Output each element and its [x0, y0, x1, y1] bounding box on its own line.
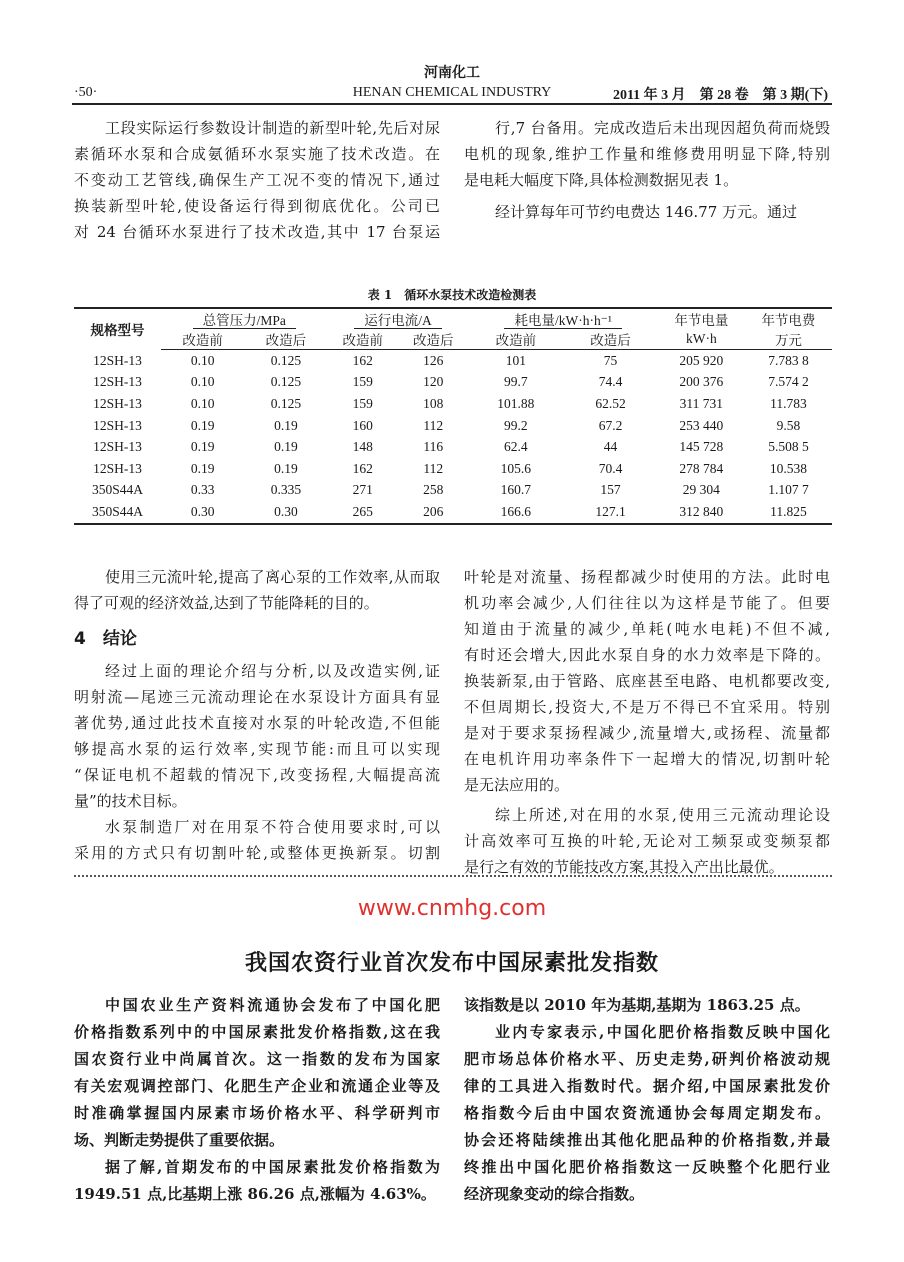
table-row [74, 480, 832, 502]
cell-pressure-after: 0.335 [270, 482, 302, 498]
col-header-before: 改造前 [328, 329, 399, 350]
table-body [74, 350, 832, 524]
paragraph-line: 量”的技术目标。 [74, 792, 187, 810]
table-row [74, 436, 832, 458]
paragraph [74, 115, 440, 245]
paragraph-line: 水泵制造厂对在用泵不符合使用要求时,可以 [105, 818, 440, 836]
cell-current-before: 148 [352, 439, 373, 455]
cell-power-after: 75 [603, 352, 618, 368]
cell-pressure-before: 0.10 [190, 352, 215, 368]
cell-saved-kwh: 205 920 [679, 352, 724, 368]
paragraph-line: 电机的现象,维护工作量和维修费用明显下降,特别 [464, 145, 830, 163]
cell-saved-kwh: 29 304 [682, 482, 720, 498]
cell-current-after: 126 [423, 352, 444, 368]
paragraph-line: 该指数是以 2010 年为基期,基期为 1863.25 点。 [464, 996, 810, 1014]
table-row [74, 350, 832, 372]
cell-model: 12SH-13 [93, 460, 142, 476]
table-row [74, 458, 832, 480]
cell-pressure-before: 0.19 [190, 439, 215, 455]
watermark: www.cnmhg.com [357, 896, 547, 921]
cell-power-before: 99.2 [504, 417, 528, 433]
paragraph-line: 是电耗大幅度下降,具体检测数据见表 1。 [464, 171, 739, 189]
cell-power-after: 67.2 [598, 417, 623, 433]
paragraph-line: 使用三元流叶轮,提高了离心泵的工作效率,从而取 [105, 568, 440, 586]
paragraph-line: 格指数今后由中国农资流通协会每周定期发布。 [464, 1104, 830, 1122]
paragraph-line: 够提高水泵的运行效率,实现节能:而且可以实现 [74, 740, 440, 758]
cell-saved-kwh: 311 731 [679, 395, 724, 411]
cell-pressure-after: 0.19 [274, 439, 298, 455]
table-caption: 表 1 循环水泵技术改造检测表 [367, 288, 537, 302]
cell-current-after: 112 [423, 460, 444, 476]
paragraph-line: 国农资行业中尚属首次。这一指数的发布为国家 [74, 1050, 440, 1068]
cell-saved-kwh: 253 440 [679, 417, 724, 433]
col-header-saved-kwh: 年节电量 [674, 313, 729, 328]
cell-saved-kwh: 200 376 [679, 374, 724, 390]
paragraph-line: 计高效率可互换的叶轮,无论对工频泵或变频泵都 [464, 832, 830, 850]
cell-model: 350S44A [92, 482, 144, 498]
paragraph [464, 1019, 830, 1208]
paragraph-line: 换装新型叶轮,使设备运行得到彻底优化。公司已 [74, 197, 440, 215]
cell-power-before: 105.6 [500, 460, 532, 476]
paragraph [464, 802, 830, 880]
cell-saved-cost: 7.574 2 [768, 374, 809, 390]
col-header-after: 改造后 [563, 329, 658, 350]
paragraph-line: 经过上面的理论介绍与分析,以及改造实例,证 [105, 662, 440, 680]
paragraph-line: 场、判断走势提供了重要依据。 [74, 1131, 285, 1149]
cell-pressure-before: 0.30 [161, 501, 244, 524]
paragraph-line: 不变动工艺管线,确保生产工况不变的情况下,通过 [74, 171, 440, 189]
col-group-pressure: 总管压力/MPa [161, 308, 327, 329]
paragraph [74, 992, 440, 1154]
cell-power-before: 101 [505, 352, 526, 368]
paragraph-line: 综上所述,对在用的水泵,使用三元流动理论设 [495, 806, 830, 824]
cell-pressure-before: 0.33 [190, 482, 215, 498]
cell-current-after: 258 [423, 482, 444, 498]
paragraph-line: “保证电机不超载的情况下,改变扬程,大幅提高流 [74, 766, 440, 784]
paragraph-line: 是无法应用的。 [464, 776, 570, 794]
cell-model: 12SH-13 [93, 439, 142, 455]
cell-power-after: 70.4 [598, 460, 623, 476]
cell-current-before: 160 [352, 417, 373, 433]
paragraph [464, 992, 830, 1019]
paragraph-line: 时准确掌握国内尿素市场价格水平、科学研判市 [74, 1104, 440, 1122]
header-rule [72, 103, 832, 105]
paragraph-line: 素循环水泵和合成氨循环水泵实施了技术改造。在 [74, 145, 440, 163]
paragraph-line: 不但周期长,投资大,不是万不得已不宜采用。特别 [464, 698, 830, 716]
issue-info: 2011 年 3 月 第 28 卷 第 3 期(下) [612, 88, 828, 103]
paragraph [464, 564, 830, 798]
col-header-before: 改造前 [469, 329, 564, 350]
paragraph-line: 业内专家表示,中国化肥价格指数反映中国化 [495, 1023, 830, 1041]
cell-pressure-after: 0.19 [274, 417, 298, 433]
paragraph-line: 律的工具进入指数时代。据介绍,中国尿素批发价 [464, 1077, 830, 1095]
paragraph-line: 行,7 台备用。完成改造后未出现因超负荷而烧毁 [495, 119, 830, 137]
cell-saved-cost: 5.508 5 [768, 439, 809, 455]
cell-power-before: 160.7 [500, 482, 532, 498]
mid-right-column [464, 564, 830, 880]
col-header-after: 改造后 [244, 329, 327, 350]
cell-pressure-after: 0.19 [274, 460, 298, 476]
cell-power-after: 157 [600, 482, 621, 498]
cell-power-after: 74.4 [598, 374, 623, 390]
cell-current-before: 159 [352, 395, 373, 411]
paragraph-line: 中国农业生产资料流通协会发布了中国化肥 [105, 996, 440, 1014]
mid-left-column [74, 564, 440, 866]
paragraph-line: 是对于要求泵扬程减少,流量增大,或扬程、流量都 [464, 724, 830, 742]
cell-model: 350S44A [74, 501, 161, 524]
cell-pressure-before: 0.19 [190, 417, 215, 433]
col-group-power: 耗电量/kW·h·h⁻¹ [469, 308, 658, 329]
paragraph [74, 564, 440, 616]
cell-power-before: 101.88 [497, 395, 535, 411]
paragraph-line: 在电机许用功率条件下一起增大的情况,切割叶轮 [464, 750, 830, 768]
cell-model: 12SH-13 [93, 374, 142, 390]
cell-power-after: 44 [603, 439, 618, 455]
paragraph-line: 有关宏观调控部门、化肥生产企业和流通企业等及 [74, 1077, 440, 1095]
table-row [74, 501, 832, 524]
paragraph-line: 著优势,通过此技术直接对水泵的叶轮改造,不但能 [74, 714, 440, 732]
paragraph-line: 明射流—尾迹三元流动理论在水泵设计方面具有显 [74, 688, 440, 706]
paragraph-line: 经计算每年可节约电费达 146.77 万元。通过 [495, 203, 798, 221]
cell-current-after: 112 [423, 417, 444, 433]
col-header-saved-cost: 年节电费 [761, 313, 816, 328]
cell-saved-cost: 7.783 8 [768, 352, 809, 368]
cell-pressure-before: 0.10 [190, 395, 215, 411]
paragraph-line: 有时还会增大,因此水泵自身的水力效率是下降的。 [464, 646, 830, 664]
paragraph-line: 得了可观的经济效益,达到了节能降耗的目的。 [74, 594, 379, 612]
cell-current-before: 162 [352, 460, 373, 476]
top-left-column [74, 115, 440, 245]
cell-model: 12SH-13 [93, 417, 142, 433]
cell-current-after: 206 [398, 501, 469, 524]
paragraph [74, 658, 440, 814]
paragraph-line: 换装新泵,由于管路、底座甚至电路、电机都要改变, [464, 672, 830, 690]
cell-power-after: 62.52 [595, 395, 626, 411]
paragraph [74, 814, 440, 866]
paragraph-line: 价格指数系列中的中国尿素批发价格指数,这在我 [74, 1023, 440, 1041]
cell-pressure-before: 0.19 [190, 460, 215, 476]
paragraph-line: 协会还将陆续推出其他化肥品种的价格指数,并最 [464, 1131, 830, 1149]
top-right-column [464, 115, 830, 225]
col-header-model: 规格型号 [90, 323, 145, 339]
cell-power-before: 62.4 [504, 439, 528, 455]
col-group-current: 运行电流/A [328, 308, 469, 329]
cell-saved-kwh: 145 728 [679, 439, 724, 455]
paragraph-line: 1949.51 点,比基期上涨 86.26 点,涨幅为 4.63%。 [74, 1185, 436, 1203]
col-header-saved-kwh-unit: kW·h [658, 329, 745, 350]
journal-title-cn: 河南化工 [424, 65, 480, 81]
cell-current-after: 116 [423, 439, 444, 455]
paragraph-line: 经济现象变动的综合指数。 [464, 1185, 645, 1203]
news-left-column [74, 992, 440, 1208]
cell-pressure-after: 0.125 [270, 352, 302, 368]
paragraph-line: 肥市场总体价格水平、历史走势,研判价格波动规 [464, 1050, 830, 1068]
paragraph-line: 机功率会减少,人们往往以为这样是节能了。但要 [464, 594, 830, 612]
section-separator [74, 875, 832, 877]
table-row [74, 372, 832, 394]
journal-title-en: HENAN CHEMICAL INDUSTRY [352, 85, 552, 100]
paragraph-line: 对 24 台循环水泵进行了技术改造,其中 17 台泵运 [74, 223, 440, 241]
cell-power-before: 166.6 [469, 501, 564, 524]
cell-current-before: 271 [352, 482, 373, 498]
col-header-before: 改造前 [161, 329, 244, 350]
cell-pressure-after: 0.30 [244, 501, 327, 524]
col-header-saved-cost-unit: 万元 [745, 329, 832, 350]
cell-power-before: 99.7 [504, 374, 528, 390]
cell-current-after: 120 [423, 374, 444, 390]
page-number: ·50· [74, 85, 98, 100]
col-header-after: 改造后 [398, 329, 469, 350]
cell-current-before: 265 [328, 501, 399, 524]
cell-saved-kwh: 278 784 [679, 460, 724, 476]
cell-pressure-before: 0.10 [190, 374, 215, 390]
cell-saved-cost: 1.107 7 [768, 482, 809, 498]
paragraph [464, 115, 830, 193]
news-right-column [464, 992, 830, 1208]
paragraph-line: 据了解,首期发布的中国尿素批发价格指数为 [105, 1158, 440, 1176]
cell-saved-cost: 11.825 [745, 501, 832, 524]
paragraph [74, 1154, 440, 1208]
paragraph-line: 知道由于流量的减少,单耗(吨水电耗)不但不减, [464, 620, 830, 638]
paragraph-line: 是行之有效的节能技改方案,其投入产出比最优。 [464, 858, 784, 876]
cell-pressure-after: 0.125 [270, 395, 302, 411]
paragraph-line: 叶轮是对流量、扬程都减少时使用的方法。此时电 [464, 568, 830, 586]
news-title: 我国农资行业首次发布中国尿素批发指数 [244, 951, 659, 976]
cell-model: 12SH-13 [93, 395, 142, 411]
table-row [74, 415, 832, 437]
cell-current-after: 108 [423, 395, 444, 411]
section-heading: 4 结论 [74, 629, 137, 649]
cell-saved-cost: 10.538 [769, 460, 807, 476]
cell-saved-cost: 11.783 [770, 395, 807, 411]
data-table [74, 307, 832, 525]
cell-current-before: 159 [352, 374, 373, 390]
cell-saved-kwh: 312 840 [658, 501, 745, 524]
cell-model: 12SH-13 [93, 352, 142, 368]
paragraph-line: 工段实际运行参数设计制造的新型叶轮,先后对尿 [105, 119, 440, 137]
paragraph-line: 采用的方式只有切割叶轮,或整体更换新泵。切割 [74, 844, 440, 862]
table-row [74, 393, 832, 415]
cell-saved-cost: 9.58 [776, 417, 801, 433]
cell-current-before: 162 [352, 352, 373, 368]
cell-pressure-after: 0.125 [270, 374, 302, 390]
cell-power-after: 127.1 [563, 501, 658, 524]
paragraph-line: 终推出中国化肥价格指数这一反映整个化肥行业 [464, 1158, 830, 1176]
